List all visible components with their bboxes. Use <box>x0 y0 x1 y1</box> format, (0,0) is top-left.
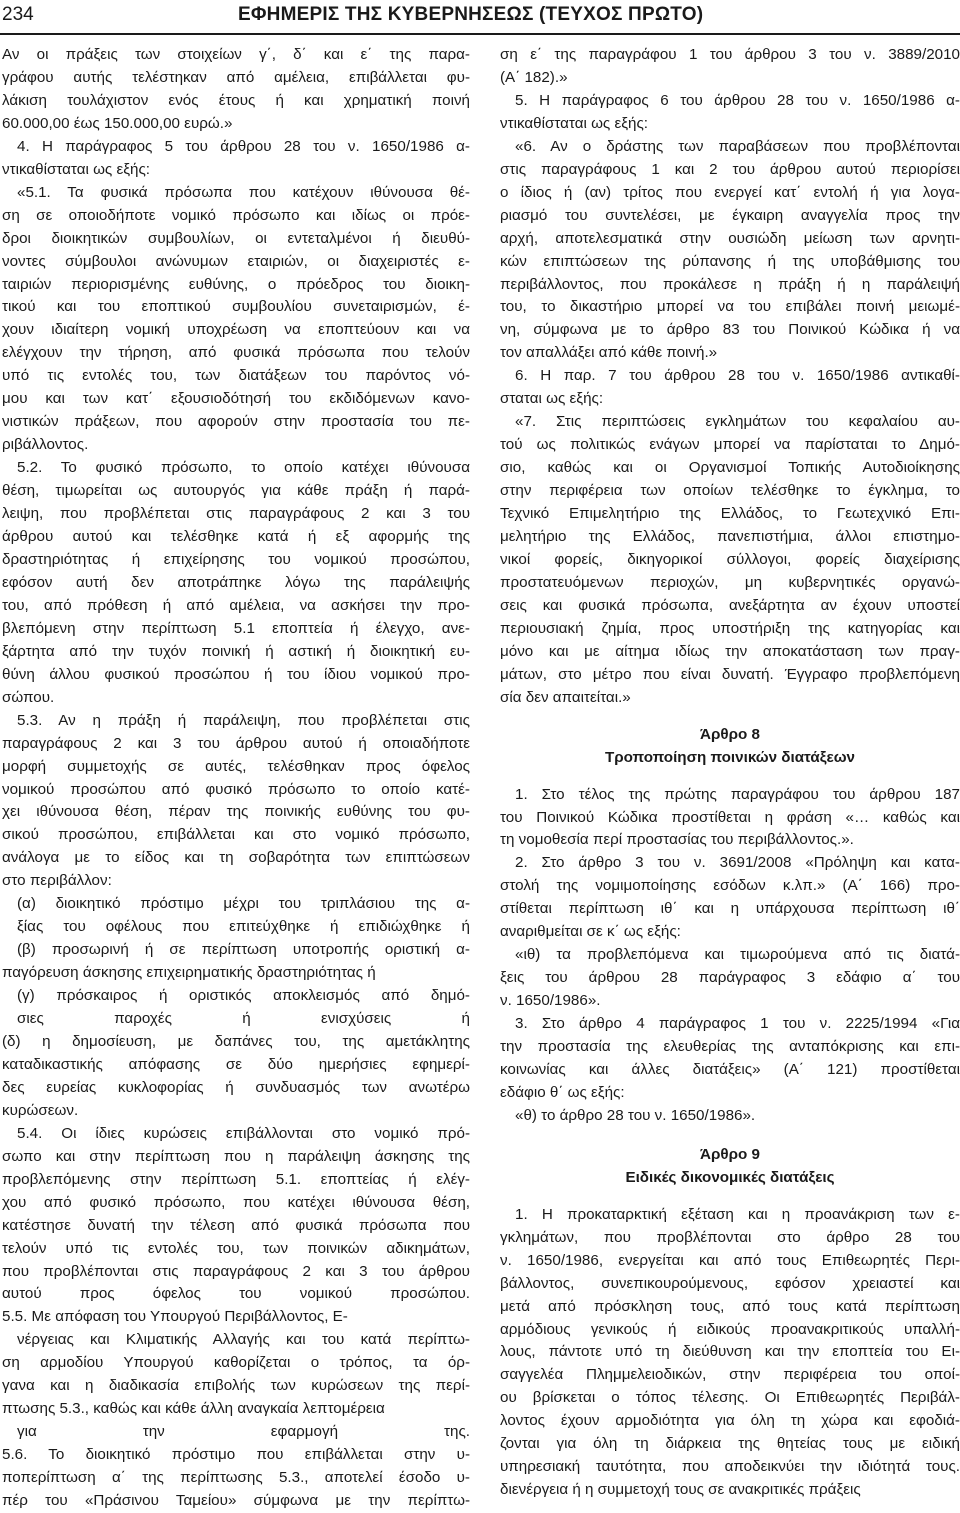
text-line: αρμόδιους γενικούς ή ειδικούς προανακριτικούς υπαλλή- <box>500 1320 960 1338</box>
text-line: 5.4. Οι ίδιες κυρώσεις επιβάλλονται στο νομικό πρό- <box>17 1124 470 1142</box>
text-line: στις παραγράφους 1 και 2 του άρθρου αυτού περιορίσει <box>500 160 960 178</box>
text-line: στο περιβάλλον: <box>2 872 112 890</box>
text-line: σωπο και στην περίπτωση που η παράλειψη άσκησης της <box>2 1147 470 1165</box>
text-line: (Α΄ 182).» <box>500 68 568 86</box>
text-line: δες ευρείας κυκλοφορίας ή συνδυασμός των ανωτέρω <box>2 1078 470 1096</box>
text-line: (δ) η δημοσίευση, με δαπάνες του, της αμετάκλητης <box>2 1032 470 1050</box>
text-line: ξίας του οφέλους που επιτεύχθηκε ή επιδιώχθηκε ή <box>17 918 470 936</box>
text-line: νικοί φορείς, δικηγορικοί σύλλογοι, φορείς διαχείρισης <box>500 550 960 568</box>
article-9-body <box>500 1204 960 1502</box>
gazette-title: ΕΦΗΜΕΡΙΣ ΤΗΣ ΚΥΒΕΡΝΗΣΕΩΣ (ΤΕΥΧΟΣ ΠΡΩΤΟ) <box>238 4 704 25</box>
text-line: «7. Στις περιπτώσεις εγκλημάτων του κεφαλαίου αυ- <box>515 413 960 431</box>
text-line: τού ως πολιτικώς ενάγων μπορεί να παρίσταται το Δημό- <box>500 436 960 454</box>
text-line: νομικού προσώπου από φυσικό πρόσωπο το οποίο κατέ- <box>2 780 470 798</box>
text-line: σαγγελέα Πλημμελειοδικών, στην περιφέρεια του οποί- <box>500 1366 960 1384</box>
text-line: Αν οι πράξεις των στοιχείων γ΄, δ΄ και ε΄ της παρα- <box>2 46 470 63</box>
text-line: μορφή συμμετοχής σε αυτές, τελέσθηκαν προς όφελος <box>2 757 470 775</box>
text-line: λους, πάντοτε υπό τη διεύθυνση και την εποπτεία του Ει- <box>500 1343 960 1361</box>
text-line: ελέγχουν την τήρηση, από φυσικά πρόσωπα που τελούν <box>2 344 470 362</box>
text-line: 6. Η παρ. 7 του άρθρου 28 του ν. 1650/1986 αντικαθί- <box>515 367 960 385</box>
text-line: τελούν υπό τις εντολές του, των ποινικών αδικημάτων, <box>2 1239 470 1257</box>
text-line: 1. Η προκαταρκτική εξέταση και η προανάκριση των ε- <box>515 1205 960 1223</box>
text-line: 3. Στο άρθρο 4 παράγραφος 1 του ν. 2225/1994 «Για <box>515 1015 960 1033</box>
text-line: ανάλογα με το είδος και τη σοβαρότητα των επιπτώσεων <box>2 849 470 867</box>
text-line: νιστικών πράξεων, που αφορούν στην προστασία του πε- <box>2 413 470 431</box>
right-column <box>500 44 960 1502</box>
text-line: γκλημάτων, που προβλέπονται στο άρθρο 28 του <box>500 1228 960 1246</box>
text-line: (α) διοικητικό πρόστιμο μέχρι του τριπλάσιου της α- <box>17 895 470 913</box>
text-line: νοντες σύμβουλοι ανώνυμων εταιριών, οι διαχειριστές ε- <box>2 252 470 270</box>
text-line: ση αρμοδίου Υπουργού καθορίζεται ο τρόπος, τα όρ- <box>2 1354 470 1372</box>
header-rule <box>0 33 960 35</box>
text-line: παραγράφους 2 και 3 του άρθρου αυτού ή οποιαδήποτε <box>2 734 470 752</box>
text-line: ν. 1650/1986». <box>500 992 601 1010</box>
text-line: κυρώσεων. <box>2 1101 79 1119</box>
text-line: ντικαθίσταται ως εξής: <box>500 114 649 132</box>
text-line: που προβλέπονται στις παραγράφους 2 και 3 του άρθρου <box>2 1262 470 1280</box>
text-line: δραστηριότητας ή επιχείρησης του νομικού προσώπου, <box>2 550 470 568</box>
text-line: ταιριών περιορισμένης ευθύνης, ο πρόεδρος του διοικη- <box>2 275 470 293</box>
text-line: μόνο και με αίτημα ιδίως την αποκατάσταση των πραγ- <box>500 642 960 660</box>
text-line: ν. 1650/1986, ενεργείται και από τους Επιθεωρητές Περι- <box>500 1251 960 1269</box>
text-line: σιες παροχές ή ενισχύσεις ή <box>17 1010 470 1028</box>
text-line: του, το δικαστήριο μπορεί να του επιβάλει ποινή μειωμέ- <box>500 298 960 316</box>
text-line: περιβάλλοντος, που προκάλεσε η πράξη ή η παράλειψή <box>500 275 960 293</box>
text-line: ριασμό του συντελέσει, με έγκαιρη αναγγελία προς την <box>500 206 960 224</box>
text-line: τη νομοθεσία περί προστασίας του περιβάλλοντος.». <box>500 831 854 849</box>
text-line: αναριθμείται σε κ΄ ως εξής: <box>500 923 681 941</box>
text-line: αυτού προς όφελος του νομικού προσώπου. <box>2 1285 470 1303</box>
text-line: πέρ του «Πράσινου Ταμείου» σύμφωνα με την περίπτω- <box>2 1492 470 1510</box>
text-line: «ιθ) τα προβλεπόμενα και τιμωρούμενα από τις διατά- <box>515 946 960 964</box>
text-line: λοντος έχουν αρμοδιότητα για όλη τη χώρα και εφοδιά- <box>500 1412 960 1430</box>
text-line: μετά από πρόσκληση τους, από τους κατά περίπτωση <box>500 1297 960 1315</box>
text-line: περιουσιακή ζημία, προς υποστήριξη της κατηγορίας και <box>500 619 960 637</box>
text-line: του, από πρόθεση ή από αμέλεια, να ασκήσει την προ- <box>2 596 470 614</box>
text-line: ντικαθίσταται ως εξής: <box>2 160 151 178</box>
text-line: νη, σύμφωνα με το άρθρο 83 του Ποινικού Κώδικα ή να <box>500 321 960 339</box>
left-column <box>2 44 470 1513</box>
text-line: βάλλοντος, συνεπικουρούμενους, εφόσον χρειαστεί και <box>500 1274 960 1292</box>
text-line: 60.000,00 έως 150.000,00 ευρώ.» <box>2 114 233 132</box>
amendment-paragraphs <box>500 44 960 710</box>
text-line: ση ε΄ της παραγράφου 1 του άρθρου 3 του ν. 3889/2010 <box>500 46 960 63</box>
text-line: γανα και η διαδικασία επιβολής των κυρώσεων της περί- <box>2 1377 470 1395</box>
text-line: 5.3. Αν η πράξη ή παράλειψη, που προβλέπεται στις <box>17 711 470 729</box>
text-line: 5.6. Το διοικητικό πρόστιμο που επιβάλλεται στην υ- <box>2 1446 470 1464</box>
article-8-body <box>500 784 960 1128</box>
text-line: ριβάλλοντος. <box>2 436 89 454</box>
text-line: 5.2. Το φυσικό πρόσωπο, το οποίο κατέχει ιθύνουσα <box>17 459 470 477</box>
text-line: χουν ιδιαίτερη νομική υποχρέωση να εποπτεύουν και να <box>2 321 470 339</box>
text-line: ξεις του άρθρου 28 παράγραφος 3 εδάφιο α΄ του <box>500 969 960 987</box>
text-line: χου από φυσικό πρόσωπο, που κατέχει ιθύνουσα θέση, <box>2 1193 470 1211</box>
text-line: σία δεν απαιτείται.» <box>500 688 631 706</box>
text-line: στολή της νομιμοποίησης εσόδων κ.λπ.» (Α΄ 166) προ- <box>500 877 960 895</box>
text-line: ση σε οποιοδήποτε νομικό πρόσωπο και ιδίως οι πρόε- <box>2 206 470 224</box>
text-line: Τεχνικό Επιμελητήριο της Ελλάδος, το Γεωτεχνικό Επι- <box>500 505 960 523</box>
text-line: θύνη άλλου φυσικού προσώπου ή του ίδιου νομικού προ- <box>2 665 470 683</box>
text-line: «6. Αν ο δράστης των παραβάσεων που προβλέπονται <box>515 137 960 155</box>
text-line: την προστασία της ελευθερίας της ανταπόκρισης και επι- <box>500 1038 960 1056</box>
text-line: υπηρεσιακή ταυτότητα, που αποδεικνύει την ιδιότητά τους. <box>500 1458 960 1476</box>
article-9-heading: Άρθρο 9 <box>700 1145 760 1163</box>
text-line: υπό τις εντολές του, των διατάξεων του παρόντος νό- <box>2 367 470 385</box>
text-line: εφόσον αυτή δεν αποτράπηκε λόγω της παράλειψής <box>2 573 470 591</box>
text-line: προστατευόμενων περιοχών, μη κυβερνητικές οργανώ- <box>500 573 960 591</box>
text-line: 4. Η παράγραφος 5 του άρθρου 28 του ν. 1650/1986 α- <box>17 137 470 155</box>
text-line: λειψη, που προβλέπεται στις παραγράφους 2 και 3 του <box>2 505 470 523</box>
text-line: παγόρευση άσκησης επιχειρηματικής δραστηριότητας ή <box>2 964 376 982</box>
text-line: πτωσης 5.3., καθώς και κάθε άλλη αναγκαία λεπτομέρεια <box>2 1400 385 1418</box>
text-line: σιο, καθώς και οι Οργανισμοί Τοπικής Αυτοδιοίκησης <box>500 459 960 477</box>
text-line: ποπερίπτωση α΄ της περίπτωσης 5.3., αποτελεί έσοδο υ- <box>2 1469 470 1487</box>
article-8-subheading: Τροποποίηση ποινικών διατάξεων <box>605 748 855 766</box>
text-line: 1. Στο τέλος της πρώτης παραγράφου του άρθρου 187 <box>515 785 960 803</box>
text-line: τον απαλλάξει από κάθε ποινή.» <box>500 344 718 362</box>
text-line: σεις και φυσικά πρόσωπα, ανεξάρτητα αν έχουν υποστεί <box>500 596 960 614</box>
text-line: σώπου. <box>2 688 55 706</box>
page-header <box>0 0 960 34</box>
text-line: κών επιπτώσεων της ρύπανσης ή της υποβάθμισης του <box>500 252 960 270</box>
text-line: μου και των κατ΄ εξουσιοδότησή του εκδιδόμενων κανο- <box>2 390 470 408</box>
text-line: βλεπόμενη στην περίπτωση 5.1 εποπτεία ή έλεγχο, ανε- <box>2 619 470 637</box>
text-line: άρθρου αυτού και τελέσθηκε κατά ή εξ αφορμής της <box>2 528 470 546</box>
text-line: για την εφαρμογή της. <box>17 1423 470 1441</box>
text-line: προβλεπόμενης στην περίπτωση 5.1. εποπτείας ή ελέγ- <box>2 1170 470 1188</box>
article-9-subheading: Ειδικές δικονομικές διατάξεις <box>625 1168 835 1186</box>
text-line: στην περιφέρεια των οποίων τελέσθηκε το έγκλημα, το <box>500 482 960 500</box>
text-line: λάκιση τουλάχιστον ενός έτους ή και χρηματική ποινή <box>2 91 470 109</box>
text-line: καταδικαστικής απόφασης σε δύο ημερήσιες εφημερί- <box>2 1055 470 1073</box>
text-line: 5.5. Με απόφαση του Υπουργού Περιβάλλοντος, Ε- <box>2 1308 348 1326</box>
text-line: (β) προσωρινή ή σε περίπτωση υποτροπής οριστική α- <box>17 941 470 959</box>
text-line: διενέργεια ή η συμμετοχή τους σε ανακριτικές πράξεις <box>500 1481 861 1499</box>
text-line: κοινωνίας και άλλες διατάξεις» (Α΄ 121) προστίθεται <box>500 1060 960 1078</box>
text-line: (γ) πρόσκαιρος ή οριστικός αποκλεισμός από δημό- <box>17 987 470 1005</box>
text-line: σικού προσώπου, επιβάλλεται και στο νομικό πρόσωπο, <box>2 826 470 844</box>
text-line: δροι διοικητικών συμβουλίων, οι εντεταλμένοι ή διευθύ- <box>2 229 470 247</box>
text-line: ο ίδιος ή (αν) τρίτος που ενεργεί κατ΄ εντολή ή για λογα- <box>500 183 960 201</box>
page-number: 234 <box>2 4 34 25</box>
text-line: θέση, τιμωρείται ως αυτουργός για κάθε πράξη ή παρά- <box>2 482 470 500</box>
text-line: μελητήριο της Ελλάδος, πανεπιστήμια, άλλοι επιστημο- <box>500 528 960 546</box>
text-line: εδάφιο θ΄ ως εξής: <box>500 1083 625 1101</box>
text-line: «θ) το άρθρο 28 του ν. 1650/1986». <box>515 1106 756 1124</box>
text-line: ζονται για όλη τη διάρκεια της θητείας τους με ειδική <box>500 1435 960 1453</box>
text-line: νέργειας και Κλιματικής Αλλαγής και του κατά περίπτω- <box>17 1331 470 1349</box>
text-line: «5.1. Τα φυσικά πρόσωπα που κατέχουν ιθύνουσα θέ- <box>17 183 470 201</box>
text-line: 5. Η παράγραφος 6 του άρθρου 28 του ν. 1650/1986 α- <box>515 91 960 109</box>
text-line: γράφου αυτής τελέστηκαν από αμέλεια, επιβάλλεται φυ- <box>2 68 470 86</box>
text-line: του Ποινικού Κώδικα προστίθεται η φράση «… καθώς και <box>500 808 960 826</box>
article-8-heading: Άρθρο 8 <box>700 725 760 743</box>
text-line: 2. Στο άρθρο 3 του ν. 3691/2008 «Πρόληψη και κατα- <box>515 854 960 872</box>
text-line: αρχή, αποτελεσματικά στην ουσιώδη μείωση των αρνητι- <box>500 229 960 247</box>
text-line: σταται ως εξής: <box>500 390 604 408</box>
text-line: στίθεται περίπτωση ιθ΄ και η υπάρχουσα περίπτωση ιθ΄ <box>500 900 960 918</box>
text-line: κατέστησε δυνατή την τέλεση από φυσικά πρόσωπα που <box>2 1216 470 1234</box>
text-line: ξάρτητα από την τυχόν ποινική ή αστική ή διοικητική ευ- <box>2 642 470 660</box>
text-line: χει ιθύνουσα θέση, πέραν της ποινικής ευθύνης του φυ- <box>2 803 470 821</box>
text-line: ου βρίσκεται ο τόπος τέλεσης. Οι Επιθεωρητές Περιβάλ- <box>500 1389 960 1407</box>
text-line: τικού και του εποπτικού συμβουλίου συνεταιρισμών, έ- <box>2 298 470 316</box>
text-line: μάτων, στο μέτρο που είναι δυνατή. Έγγραφο προβλεπόμενη <box>500 665 960 683</box>
